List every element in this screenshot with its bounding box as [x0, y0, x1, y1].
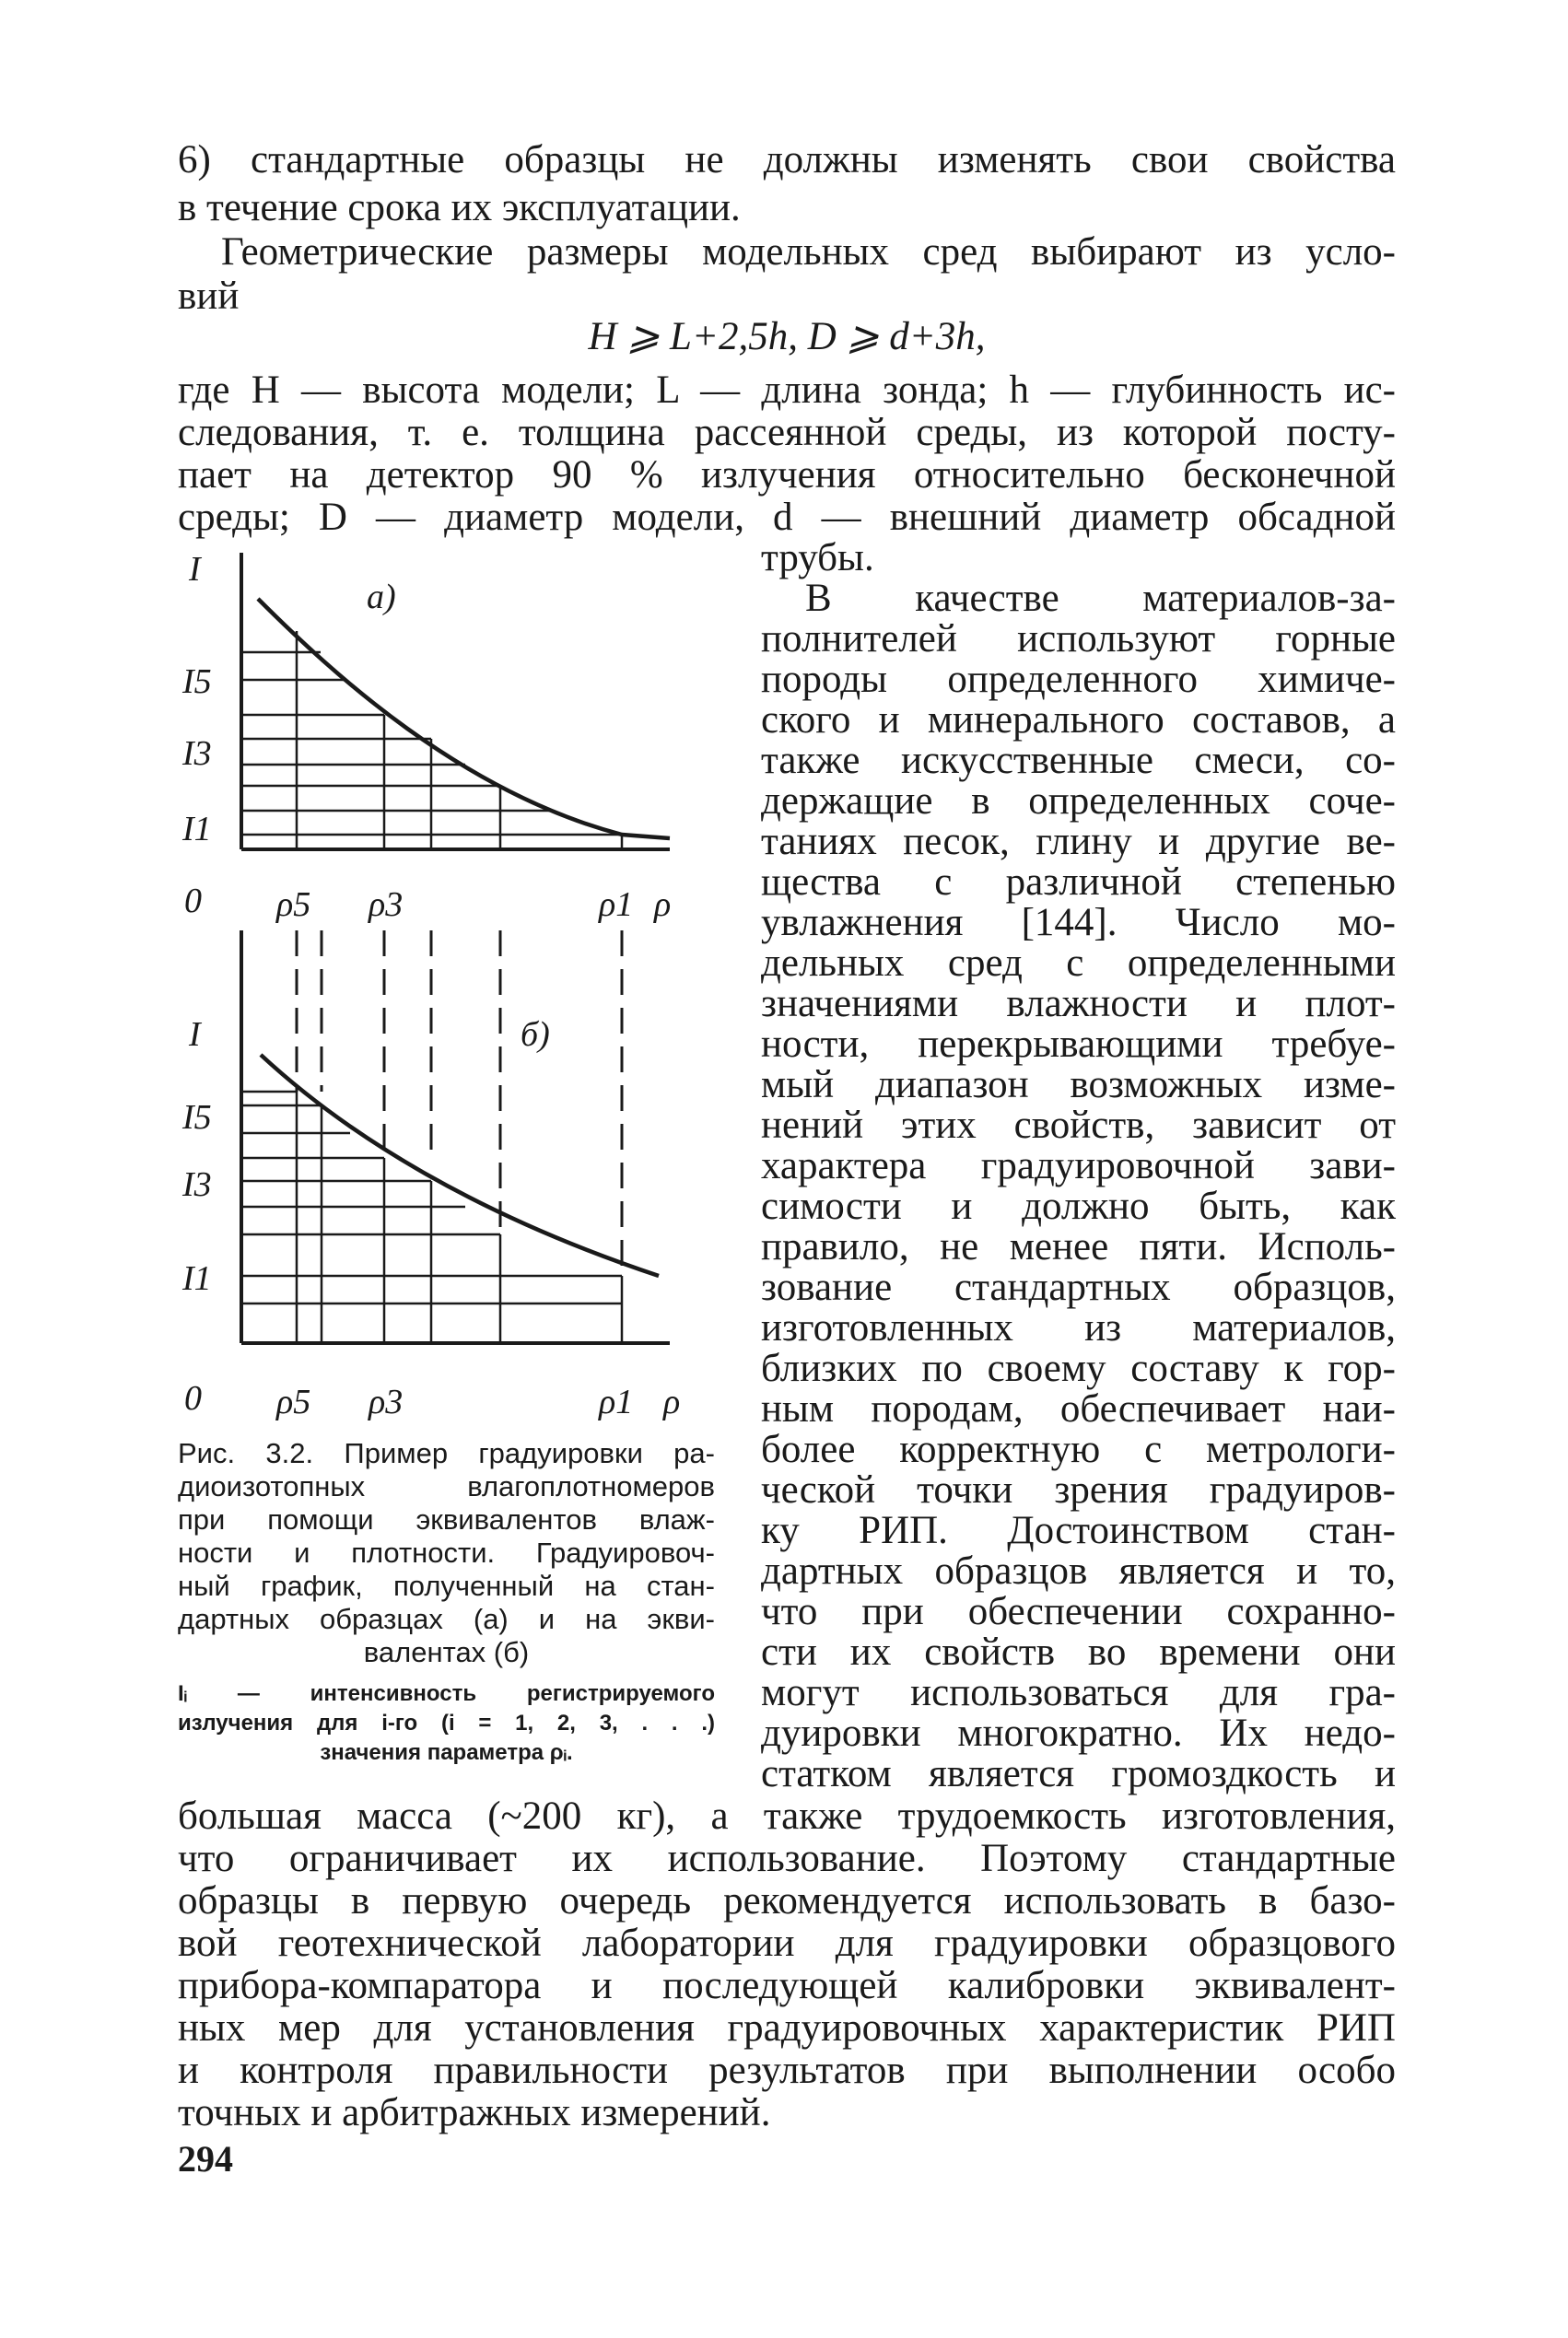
- caption-note-line: Iᵢ — интенсивность регистрируемого: [178, 1681, 715, 1706]
- text-line: увлажнения [144]. Число мо-: [761, 901, 1396, 944]
- caption-line: при помощи эквивалентов влаж-: [178, 1503, 715, 1536]
- panel-b-tag: б): [521, 1015, 550, 1054]
- text-line: ных мер для установления градуировочных характеристик РИП: [178, 2006, 1396, 2050]
- text-line: что при обеспечении сохранно-: [761, 1590, 1396, 1633]
- panel-a-grid-vertical: [297, 631, 622, 849]
- text-line: изготовленных из материалов,: [761, 1306, 1396, 1350]
- panel-a-tick-I1: I1: [182, 810, 212, 848]
- text-line: ского и минерального составов, а: [761, 698, 1396, 742]
- text-line: сти их свойств во времени они: [761, 1631, 1396, 1674]
- panel-b-y-axis-label: I: [189, 1015, 201, 1054]
- text-line: нений этих свойств, зависит от: [761, 1104, 1396, 1147]
- text-line: образцы в первую очередь рекомендуется использовать в базо-: [178, 1879, 1396, 1923]
- panel-a-x-axis-label: ρ: [654, 885, 672, 924]
- text-line: точных и арбитражных измерений.: [178, 2091, 771, 2134]
- panel-a-tick-rho3: ρ3: [369, 885, 404, 924]
- text-line: ку РИП. Достоинством стан-: [761, 1509, 1396, 1552]
- text-line: таниях песок, глину и другие ве-: [761, 820, 1396, 863]
- text-line: вой геотехнической лаборатории для градуировки образцового: [178, 1922, 1396, 1965]
- panel-b-origin: 0: [184, 1379, 202, 1418]
- text-line: 6) стандартные образцы не должны изменять свои свойства: [178, 138, 1396, 181]
- text-line: дартных образцов является и то,: [761, 1549, 1396, 1593]
- text-line: ным породам, обеспечивает наи-: [761, 1387, 1396, 1431]
- caption-line: ности и плотности. Градуировоч-: [178, 1537, 715, 1569]
- page-number: 294: [178, 2138, 233, 2180]
- text-line: ческой точки зрения градуиров-: [761, 1468, 1396, 1512]
- text-line: дуировки многократно. Их недо-: [761, 1712, 1396, 1755]
- text-line: пает на детектор 90 % излучения относительно бесконечной: [178, 453, 1396, 497]
- text-line: прибора-компаратора и последующей калибровки эквивалент-: [178, 1964, 1396, 2007]
- text-line: держащие в определенных соче-: [761, 779, 1396, 823]
- text-line: зование стандартных образцов,: [761, 1266, 1396, 1309]
- panel-b-tick-rho1: ρ1: [599, 1383, 634, 1421]
- text-line: в течение срока их эксплуатации.: [178, 186, 741, 229]
- text-line: большая масса (~200 кг), а также трудоемкость изготовления,: [178, 1794, 1396, 1838]
- text-line: правило, не менее пяти. Исполь-: [761, 1225, 1396, 1268]
- text-line: трубы.: [761, 536, 874, 579]
- caption-line: валентах (б): [363, 1636, 530, 1668]
- text-line: дельных сред с определенными: [761, 941, 1396, 985]
- text-line: породы определенного химиче-: [761, 658, 1396, 701]
- text-line: Геометрические размеры модельных сред выбирают из усло-: [221, 230, 1396, 274]
- text-line: что ограничивает их использование. Поэтому стандартные: [178, 1837, 1396, 1880]
- text-line: среды; D — диаметр модели, d — внешний диаметр обсадной: [178, 496, 1396, 539]
- panel-a-calibration-curve: [258, 599, 670, 838]
- panel-connector-lines: [297, 930, 622, 1276]
- text-line: вий: [178, 275, 240, 318]
- text-line: могут использоваться для гра-: [761, 1671, 1396, 1714]
- panel-b-grid-vertical: [297, 1092, 622, 1343]
- text-line: и контроля правильности результатов при выполнении особо: [178, 2049, 1396, 2092]
- text-line: мый диапазон возможных изме-: [761, 1063, 1396, 1106]
- text-line: близких по своему составу к гор-: [761, 1347, 1396, 1390]
- panel-b-tick-rho5: ρ5: [276, 1383, 311, 1421]
- panel-b-tick-I5: I5: [182, 1098, 212, 1137]
- text-line: В качестве материалов-за-: [805, 577, 1396, 620]
- text-line: более корректную с метрологи-: [761, 1428, 1396, 1471]
- caption-line: Рис. 3.2. Пример градуировки ра-: [178, 1437, 715, 1469]
- text-line: также искусственные смеси, со-: [761, 739, 1396, 782]
- panel-a-y-axis-label: I: [189, 550, 201, 589]
- panel-a-tick-I3: I3: [182, 734, 212, 773]
- text-line: значениями влажности и плот-: [761, 982, 1396, 1025]
- caption-line: ный график, полученный на стан-: [178, 1570, 715, 1602]
- formula: H ⩾ L+2,5h, D ⩾ d+3h,: [588, 315, 986, 358]
- caption-line: диоизотопных влагоплотномеров: [178, 1470, 715, 1502]
- panel-a-tick-rho1: ρ1: [599, 885, 634, 924]
- panel-a-origin: 0: [184, 882, 202, 920]
- panel-b-tick-I3: I3: [182, 1165, 212, 1204]
- panel-b-tick-rho3: ρ3: [369, 1383, 404, 1421]
- panel-a-tick-I5: I5: [182, 662, 212, 701]
- text-line: статком является громоздкость и: [761, 1752, 1396, 1795]
- panel-a-tag: а): [367, 578, 396, 616]
- panel-b-tick-I1: I1: [182, 1259, 212, 1298]
- text-line: где H — высота модели; L — длина зонда; h — глубинность ис-: [178, 368, 1396, 412]
- text-line: симости и должно быть, как: [761, 1185, 1396, 1228]
- caption-line: дартных образцах (а) и на экви-: [178, 1603, 715, 1635]
- text-line: полнителей используют горные: [761, 617, 1396, 660]
- caption-note-line: излучения для i-го (i = 1, 2, 3, . . .): [178, 1711, 715, 1736]
- text-line: следования, т. е. толщина рассеянной среды, из которой посту-: [178, 411, 1396, 454]
- text-line: щества с различной степенью: [761, 860, 1396, 904]
- text-line: ности, перекрывающими требуе-: [761, 1023, 1396, 1066]
- caption-note-line: значения параметра ρᵢ.: [320, 1740, 573, 1765]
- panel-a-tick-rho5: ρ5: [276, 885, 311, 924]
- text-line: характера градуировочной зави-: [761, 1144, 1396, 1187]
- panel-b-x-axis-label: ρ: [663, 1383, 681, 1421]
